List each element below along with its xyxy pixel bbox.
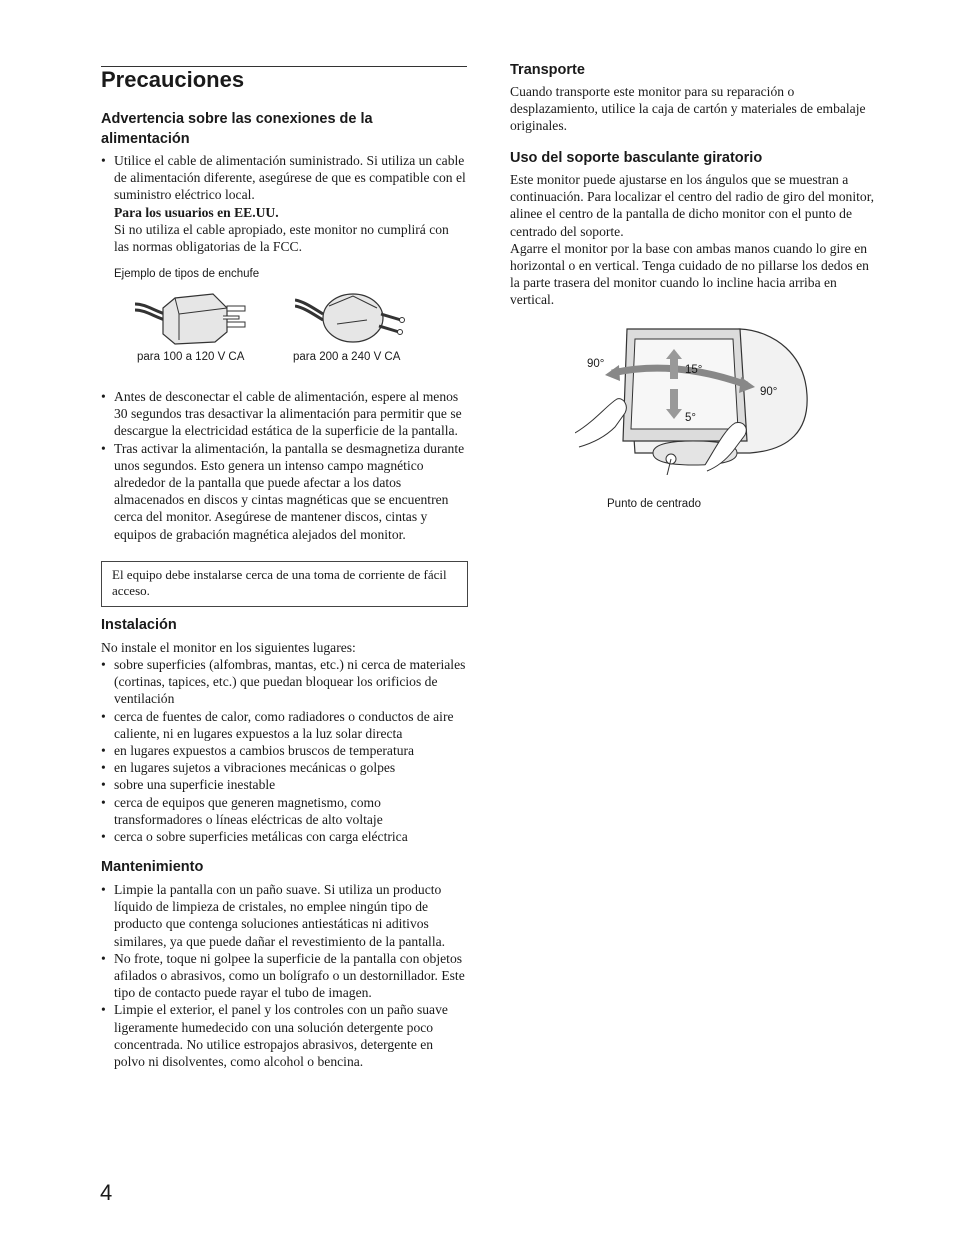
plug-caption: Ejemplo de tipos de enchufe <box>114 268 260 280</box>
installation-intro: No instale el monitor en los siguientes lugares: <box>101 640 356 655</box>
monitor-swivel-illustration <box>575 325 810 475</box>
plug-2-label: para 200 a 240 V CA <box>293 351 401 363</box>
transport-heading: Transporte <box>510 62 585 78</box>
angle-right-label: 90° <box>760 386 778 398</box>
power-list-1 <box>101 152 467 255</box>
list-item: • Limpie el exterior, el panel y los controles con un paño suave ligeramente humedecido con una solución detergente poco concentrada. No utilice estropajos abrasivos, detergente en polvo ni disolventes, como alcohol o bencina. <box>101 1001 467 1070</box>
page-title: Precauciones <box>101 67 245 92</box>
maintenance-list <box>101 881 467 1070</box>
list-item <box>101 152 467 255</box>
maintenance-heading: Mantenimiento <box>101 859 204 875</box>
usa-label: Para los usuarios en EE.UU. <box>114 204 279 220</box>
note-box: El equipo debe instalarse cerca de una toma de corriente de fácil acceso. <box>101 561 468 607</box>
list-item: • Antes de desconectar el cable de alimentación, espere al menos 30 segundos tras desactivar la alimentación para permitir que se descargue la electricidad estática de la superficie de la pantalla. <box>101 388 467 440</box>
list-item: • cerca o sobre superficies metálicas con carga eléctrica <box>101 828 467 845</box>
list-item: • cerca de equipos que generen magnetismo, como transformadores o líneas eléctricas de alto voltaje <box>101 794 467 828</box>
list-item: • No frote, toque ni golpee la superficie de la pantalla con objetos afilados o abrasivos, como un bolígrafo o un destornillador. Este tipo de contacto puede rayar el tubo de imagen. <box>101 950 467 1002</box>
transport-text: Cuando transporte este monitor para su reparación o desplazamiento, utilice la caja de cartón y materiales de embalaje originales. <box>510 84 866 134</box>
plug-200-240v-illustration <box>295 290 410 346</box>
list-item: • en lugares sujetos a vibraciones mecánicas o golpes <box>101 759 467 776</box>
plug-100-120v-illustration <box>135 290 255 346</box>
list-item: • en lugares expuestos a cambios bruscos de temperatura <box>101 742 467 759</box>
angle-up-label: 15° <box>685 364 703 376</box>
page-number: 4 <box>100 1180 113 1205</box>
installation-list <box>101 656 467 845</box>
power-list-2 <box>101 388 467 543</box>
stand-text: Este monitor puede ajustarse en los ángulos que se muestran a continuación. Para localizar el centro del radio de giro del monitor, alinee el centro de la pantalla de dicho monitor con el punto de centrado del soporte. Agarre el monitor por la base con ambas manos cuando lo gire en horizontal o en vertical. Tenga cuidado de no pillarse los dedos en la parte trasera del monitor cuando lo incline hacia arriba en vertical. <box>510 172 875 308</box>
list-item: • cerca de fuentes de calor, como radiadores o conductos de aire caliente, ni en lugares expuestos a la luz solar directa <box>101 708 467 742</box>
angle-down-label: 5° <box>685 412 696 424</box>
angle-left-label: 90° <box>587 358 605 370</box>
power-heading: Advertencia sobre las conexiones de la alimentación <box>101 111 373 147</box>
installation-heading: Instalación <box>101 617 177 633</box>
list-item: • Limpie la pantalla con un paño suave. Si utiliza un producto líquido de limpieza de cristales, no emplee ningún tipo de producto que contenga soluciones antiestáticas ni aditivos similares, ya que puede dañar el revestimiento de la pantalla. <box>101 881 467 950</box>
usa-text: Si no utiliza el cable apropiado, este monitor no cumplirá con las normas obligatorias de la FCC. <box>114 221 449 255</box>
power-bullet-1: Utilice el cable de alimentación suministrado. Si utiliza un cable de alimentación diferente, asegúrese de que es compatible con el suministro eléctrico local. <box>114 153 466 203</box>
plug-1-label: para 100 a 120 V CA <box>137 351 245 363</box>
list-item: • sobre una superficie inestable <box>101 776 467 793</box>
stand-heading: Uso del soporte basculante giratorio <box>510 150 763 166</box>
list-item: • sobre superficies (alfombras, mantas, etc.) ni cerca de materiales (cortinas, tapices, etc.) que puedan bloquear los orificios de ventilación <box>101 656 467 708</box>
centering-point-label: Punto de centrado <box>607 498 701 510</box>
list-item: • Tras activar la alimentación, la pantalla se desmagnetiza durante unos segundos. Esto genera un intenso campo magnético alrededor de la pantalla que puede afectar a los datos almacenados en discos y cintas magnéticas que se encuentren cerca del monitor. Asegúrese de mantener discos, cintas y equipos de grabación magnética alejados del monitor. <box>101 440 467 543</box>
